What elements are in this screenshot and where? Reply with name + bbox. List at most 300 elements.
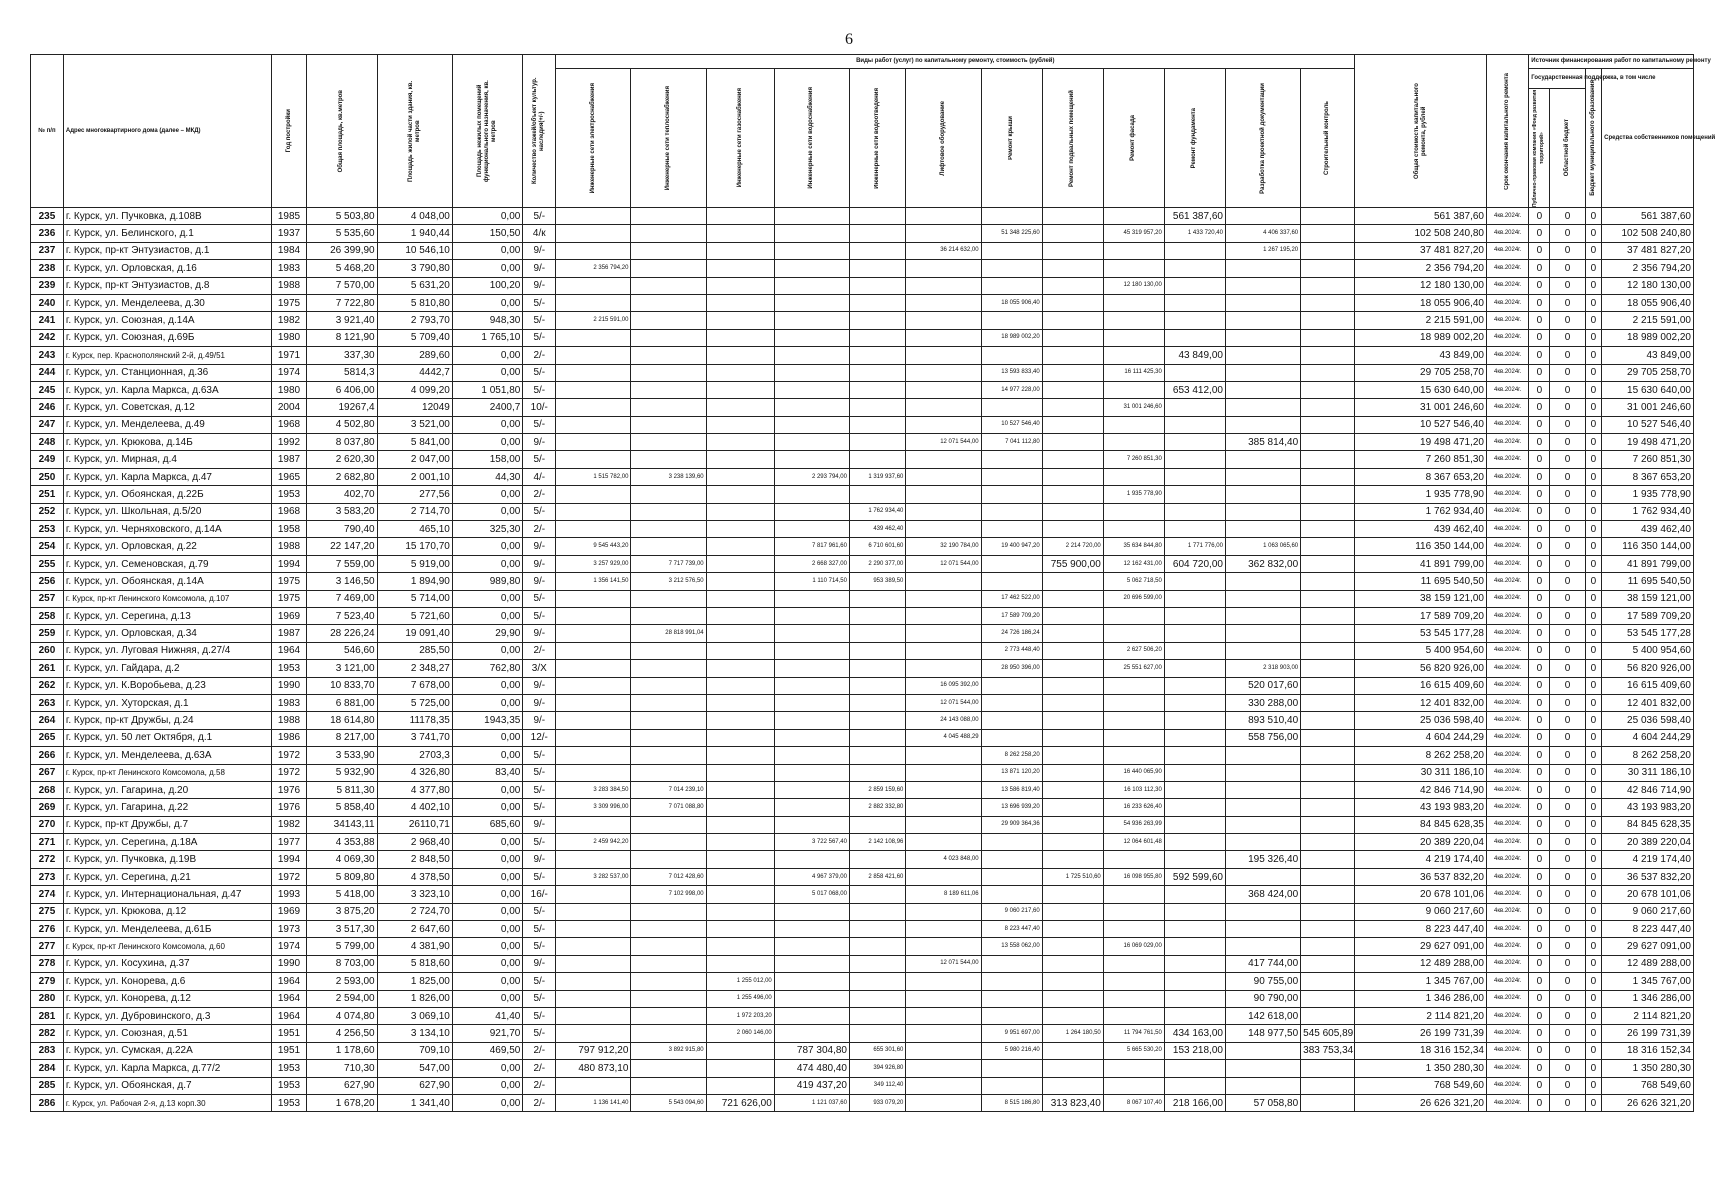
deadline-cell: 4кв.2024г. bbox=[1487, 677, 1529, 694]
work-cost-cell: 2 215 591,00 bbox=[556, 312, 631, 329]
nonres-area-cell: 150,50 bbox=[452, 225, 523, 242]
work-cost-cell bbox=[906, 468, 981, 485]
nonres-area-cell: 948,30 bbox=[452, 312, 523, 329]
work-cost-cell: 11 794 761,50 bbox=[1103, 1025, 1164, 1042]
deadline-cell: 4кв.2024г. bbox=[1487, 903, 1529, 920]
municipal-cell: 0 bbox=[1585, 625, 1601, 642]
fund-cell: 0 bbox=[1529, 503, 1550, 520]
fund-cell: 0 bbox=[1529, 903, 1550, 920]
total-area-cell: 19267,4 bbox=[307, 399, 378, 416]
work-cost-cell: 349 112,40 bbox=[849, 1077, 905, 1094]
work-cost-cell bbox=[1042, 312, 1103, 329]
work-cost-cell: 90 755,00 bbox=[1225, 973, 1300, 990]
work-cost-cell bbox=[1164, 694, 1225, 711]
municipal-cell: 0 bbox=[1585, 607, 1601, 624]
work-cost-cell bbox=[906, 225, 981, 242]
work-cost-cell bbox=[556, 486, 631, 503]
work-cost-cell bbox=[556, 329, 631, 346]
year-cell: 1990 bbox=[271, 955, 306, 972]
work-cost-cell bbox=[981, 277, 1042, 294]
nonres-area-cell: 0,00 bbox=[452, 486, 523, 503]
work-cost-cell bbox=[706, 225, 774, 242]
year-cell: 1969 bbox=[271, 903, 306, 920]
header-fund: Публично-правовая компания «Фонд развития территорий» bbox=[1532, 89, 1546, 207]
row-number: 247 bbox=[31, 416, 64, 433]
work-cost-cell bbox=[774, 921, 849, 938]
table-row bbox=[31, 1060, 1694, 1077]
work-cost-cell bbox=[706, 799, 774, 816]
work-cost-cell bbox=[706, 434, 774, 451]
municipal-cell: 0 bbox=[1585, 451, 1601, 468]
address-cell: г. Курск, ул. Гайдара, д.2 bbox=[63, 660, 271, 677]
fund-cell: 0 bbox=[1529, 886, 1550, 903]
row-number: 274 bbox=[31, 886, 64, 903]
deadline-cell: 4кв.2024г. bbox=[1487, 973, 1529, 990]
address-cell: г. Курск, ул. Пучковка, д.108В bbox=[63, 208, 271, 225]
regional-cell: 0 bbox=[1550, 729, 1585, 746]
municipal-cell: 0 bbox=[1585, 1025, 1601, 1042]
work-cost-cell bbox=[1103, 381, 1164, 398]
living-area-cell: 1 341,40 bbox=[377, 1094, 452, 1111]
work-cost-cell bbox=[1301, 294, 1355, 311]
work-cost-cell bbox=[1042, 294, 1103, 311]
total-cost-cell: 8 367 653,20 bbox=[1355, 468, 1487, 485]
deadline-cell: 4кв.2024г. bbox=[1487, 294, 1529, 311]
work-cost-cell bbox=[906, 781, 981, 798]
total-cost-cell: 18 989 002,20 bbox=[1355, 329, 1487, 346]
work-cost-cell bbox=[631, 607, 706, 624]
work-cost-cell: 2 859 159,60 bbox=[849, 781, 905, 798]
work-cost-cell bbox=[1042, 834, 1103, 851]
deadline-cell: 4кв.2024г. bbox=[1487, 816, 1529, 833]
header-work-12: Строительный контроль bbox=[1324, 100, 1331, 175]
year-cell: 1975 bbox=[271, 294, 306, 311]
work-cost-cell bbox=[1042, 660, 1103, 677]
year-cell: 1980 bbox=[271, 381, 306, 398]
work-cost-cell: 31 001 246,60 bbox=[1103, 399, 1164, 416]
work-cost-cell bbox=[1164, 607, 1225, 624]
work-cost-cell bbox=[849, 694, 905, 711]
work-cost-cell: 1 762 934,40 bbox=[849, 503, 905, 520]
nonres-area-cell: 0,00 bbox=[452, 955, 523, 972]
total-area-cell: 3 146,50 bbox=[307, 573, 378, 590]
table-row bbox=[31, 903, 1694, 920]
nonres-area-cell: 1 765,10 bbox=[452, 329, 523, 346]
address-cell: г. Курск, ул. Карла Маркса, д.77/2 bbox=[63, 1060, 271, 1077]
work-cost-cell bbox=[1225, 347, 1300, 364]
work-cost-cell bbox=[906, 1025, 981, 1042]
floors-cell: 9/- bbox=[523, 677, 556, 694]
work-cost-cell bbox=[1301, 1094, 1355, 1111]
table-row bbox=[31, 886, 1694, 903]
total-cost-cell: 56 820 926,00 bbox=[1355, 660, 1487, 677]
living-area-cell: 2 968,40 bbox=[377, 834, 452, 851]
municipal-cell: 0 bbox=[1585, 434, 1601, 451]
work-cost-cell bbox=[706, 538, 774, 555]
nonres-area-cell: 0,00 bbox=[452, 607, 523, 624]
fund-cell: 0 bbox=[1529, 834, 1550, 851]
work-cost-cell: 12 071 544,00 bbox=[906, 955, 981, 972]
work-cost-cell: 3 892 915,80 bbox=[631, 1042, 706, 1059]
work-cost-cell bbox=[706, 260, 774, 277]
work-cost-cell bbox=[631, 208, 706, 225]
nonres-area-cell: 83,40 bbox=[452, 764, 523, 781]
header-address: Адрес многоквартирного дома (далее – МКД) bbox=[63, 55, 271, 208]
nonres-area-cell: 0,00 bbox=[452, 364, 523, 381]
work-cost-cell bbox=[631, 660, 706, 677]
municipal-cell: 0 bbox=[1585, 799, 1601, 816]
work-cost-cell bbox=[774, 799, 849, 816]
work-cost-cell bbox=[906, 1060, 981, 1077]
deadline-cell: 4кв.2024г. bbox=[1487, 503, 1529, 520]
work-cost-cell bbox=[1301, 225, 1355, 242]
work-cost-cell bbox=[1225, 590, 1300, 607]
owners-funds-cell: 10 527 546,40 bbox=[1602, 416, 1694, 433]
nonres-area-cell: 41,40 bbox=[452, 1007, 523, 1024]
work-cost-cell bbox=[774, 990, 849, 1007]
work-cost-cell bbox=[706, 781, 774, 798]
work-cost-cell bbox=[1301, 990, 1355, 1007]
row-number: 266 bbox=[31, 747, 64, 764]
municipal-cell: 0 bbox=[1585, 764, 1601, 781]
work-cost-cell: 1 433 720,40 bbox=[1164, 225, 1225, 242]
work-cost-cell bbox=[906, 642, 981, 659]
work-cost-cell bbox=[556, 225, 631, 242]
work-cost-cell bbox=[1103, 1077, 1164, 1094]
regional-cell: 0 bbox=[1550, 434, 1585, 451]
work-cost-cell bbox=[556, 1077, 631, 1094]
address-cell: г. Курск, ул. Интернациональная, д.47 bbox=[63, 886, 271, 903]
work-cost-cell bbox=[906, 990, 981, 1007]
work-cost-cell bbox=[706, 660, 774, 677]
work-cost-cell bbox=[774, 694, 849, 711]
work-cost-cell bbox=[849, 225, 905, 242]
total-area-cell: 5814,3 bbox=[307, 364, 378, 381]
work-cost-cell: 24 726 186,24 bbox=[981, 625, 1042, 642]
row-number: 241 bbox=[31, 312, 64, 329]
floors-cell: 5/- bbox=[523, 990, 556, 1007]
work-cost-cell bbox=[774, 277, 849, 294]
work-cost-cell bbox=[631, 973, 706, 990]
work-cost-cell bbox=[706, 329, 774, 346]
header-work-3: Инженерные сети газоснабжения bbox=[736, 88, 743, 188]
work-cost-cell bbox=[1225, 781, 1300, 798]
work-cost-cell: 1 771 776,00 bbox=[1164, 538, 1225, 555]
total-cost-cell: 26 626 321,20 bbox=[1355, 1094, 1487, 1111]
row-number: 256 bbox=[31, 573, 64, 590]
table-row bbox=[31, 364, 1694, 381]
table-row bbox=[31, 781, 1694, 798]
work-cost-cell: 480 873,10 bbox=[556, 1060, 631, 1077]
living-area-cell: 3 741,70 bbox=[377, 729, 452, 746]
work-cost-cell bbox=[849, 938, 905, 955]
address-cell: г. Курск, ул. Пучковка, д.19В bbox=[63, 851, 271, 868]
work-cost-cell bbox=[1225, 416, 1300, 433]
work-cost-cell bbox=[1301, 521, 1355, 538]
nonres-area-cell: 0,00 bbox=[452, 1060, 523, 1077]
table-row bbox=[31, 921, 1694, 938]
fund-cell: 0 bbox=[1529, 521, 1550, 538]
deadline-cell: 4кв.2024г. bbox=[1487, 729, 1529, 746]
nonres-area-cell: 0,00 bbox=[452, 851, 523, 868]
work-cost-cell bbox=[849, 921, 905, 938]
owners-funds-cell: 1 762 934,40 bbox=[1602, 503, 1694, 520]
work-cost-cell bbox=[1164, 294, 1225, 311]
work-cost-cell: 439 462,40 bbox=[849, 521, 905, 538]
total-area-cell: 5 811,30 bbox=[307, 781, 378, 798]
work-cost-cell bbox=[774, 242, 849, 259]
work-cost-cell bbox=[981, 868, 1042, 885]
work-cost-cell bbox=[1103, 260, 1164, 277]
work-cost-cell bbox=[849, 677, 905, 694]
regional-cell: 0 bbox=[1550, 625, 1585, 642]
floors-cell: 9/- bbox=[523, 260, 556, 277]
work-cost-cell bbox=[631, 381, 706, 398]
work-cost-cell bbox=[1164, 973, 1225, 990]
work-cost-cell bbox=[774, 660, 849, 677]
fund-cell: 0 bbox=[1529, 712, 1550, 729]
total-area-cell: 3 875,20 bbox=[307, 903, 378, 920]
fund-cell: 0 bbox=[1529, 973, 1550, 990]
fund-cell: 0 bbox=[1529, 538, 1550, 555]
regional-cell: 0 bbox=[1550, 486, 1585, 503]
work-cost-cell bbox=[1103, 294, 1164, 311]
deadline-cell: 4кв.2024г. bbox=[1487, 921, 1529, 938]
year-cell: 1951 bbox=[271, 1025, 306, 1042]
work-cost-cell bbox=[906, 503, 981, 520]
work-cost-cell: 419 437,20 bbox=[774, 1077, 849, 1094]
row-number: 285 bbox=[31, 1077, 64, 1094]
regional-cell: 0 bbox=[1550, 642, 1585, 659]
work-cost-cell bbox=[556, 364, 631, 381]
table-row bbox=[31, 607, 1694, 624]
work-cost-cell bbox=[631, 364, 706, 381]
work-cost-cell bbox=[631, 764, 706, 781]
table-row bbox=[31, 468, 1694, 485]
header-work-6: Лифтовое оборудование bbox=[939, 100, 946, 176]
address-cell: г. Курск, пр-кт Дружбы, д.24 bbox=[63, 712, 271, 729]
municipal-cell: 0 bbox=[1585, 921, 1601, 938]
work-cost-cell bbox=[849, 712, 905, 729]
work-cost-cell bbox=[849, 486, 905, 503]
work-cost-cell bbox=[1164, 903, 1225, 920]
work-cost-cell bbox=[1042, 816, 1103, 833]
work-cost-cell bbox=[556, 434, 631, 451]
work-cost-cell bbox=[1301, 607, 1355, 624]
work-cost-cell bbox=[849, 990, 905, 1007]
total-area-cell: 4 502,80 bbox=[307, 416, 378, 433]
work-cost-cell bbox=[774, 451, 849, 468]
total-area-cell: 7 570,00 bbox=[307, 277, 378, 294]
work-cost-cell bbox=[1042, 903, 1103, 920]
work-cost-cell: 7 817 961,60 bbox=[774, 538, 849, 555]
owners-funds-cell: 20 678 101,06 bbox=[1602, 886, 1694, 903]
work-cost-cell bbox=[706, 294, 774, 311]
work-cost-cell: 8 067 107,40 bbox=[1103, 1094, 1164, 1111]
work-cost-cell bbox=[1164, 955, 1225, 972]
work-cost-cell: 558 756,00 bbox=[1225, 729, 1300, 746]
work-cost-cell bbox=[906, 799, 981, 816]
work-cost-cell bbox=[774, 416, 849, 433]
work-cost-cell bbox=[1103, 607, 1164, 624]
work-cost-cell bbox=[631, 1077, 706, 1094]
work-cost-cell bbox=[706, 590, 774, 607]
fund-cell: 0 bbox=[1529, 799, 1550, 816]
floors-cell: 9/- bbox=[523, 694, 556, 711]
work-cost-cell: 13 593 833,40 bbox=[981, 364, 1042, 381]
living-area-cell: 5 818,60 bbox=[377, 955, 452, 972]
work-cost-cell bbox=[1225, 903, 1300, 920]
fund-cell: 0 bbox=[1529, 990, 1550, 1007]
work-cost-cell bbox=[849, 416, 905, 433]
work-cost-cell bbox=[1164, 764, 1225, 781]
municipal-cell: 0 bbox=[1585, 503, 1601, 520]
work-cost-cell: 218 166,00 bbox=[1164, 1094, 1225, 1111]
municipal-cell: 0 bbox=[1585, 573, 1601, 590]
work-cost-cell bbox=[1301, 973, 1355, 990]
owners-funds-cell: 2 215 591,00 bbox=[1602, 312, 1694, 329]
fund-cell: 0 bbox=[1529, 1060, 1550, 1077]
work-cost-cell: 12 064 601,48 bbox=[1103, 834, 1164, 851]
address-cell: г. Курск, ул. Крюкова, д.14Б bbox=[63, 434, 271, 451]
total-cost-cell: 84 845 628,35 bbox=[1355, 816, 1487, 833]
year-cell: 1953 bbox=[271, 486, 306, 503]
municipal-cell: 0 bbox=[1585, 712, 1601, 729]
municipal-cell: 0 bbox=[1585, 521, 1601, 538]
work-cost-cell bbox=[1301, 312, 1355, 329]
work-cost-cell: 1 121 037,60 bbox=[774, 1094, 849, 1111]
fund-cell: 0 bbox=[1529, 208, 1550, 225]
total-area-cell: 6 881,00 bbox=[307, 694, 378, 711]
total-area-cell: 4 069,30 bbox=[307, 851, 378, 868]
total-cost-cell: 102 508 240,80 bbox=[1355, 225, 1487, 242]
work-cost-cell bbox=[1225, 799, 1300, 816]
work-cost-cell bbox=[1103, 347, 1164, 364]
work-cost-cell bbox=[1164, 486, 1225, 503]
work-cost-cell: 28 818 991,04 bbox=[631, 625, 706, 642]
work-cost-cell bbox=[631, 834, 706, 851]
row-number: 269 bbox=[31, 799, 64, 816]
work-cost-cell bbox=[1042, 1077, 1103, 1094]
work-cost-cell bbox=[981, 347, 1042, 364]
work-cost-cell bbox=[1042, 764, 1103, 781]
header-living-area: Площадь жилой части здания, кв. метров bbox=[407, 80, 421, 182]
fund-cell: 0 bbox=[1529, 486, 1550, 503]
total-cost-cell: 7 260 851,30 bbox=[1355, 451, 1487, 468]
work-cost-cell bbox=[906, 451, 981, 468]
work-cost-cell bbox=[849, 347, 905, 364]
floors-cell: 2/- bbox=[523, 1077, 556, 1094]
municipal-cell: 0 bbox=[1585, 381, 1601, 398]
table-row bbox=[31, 1042, 1694, 1059]
regional-cell: 0 bbox=[1550, 225, 1585, 242]
work-cost-cell bbox=[1103, 208, 1164, 225]
work-cost-cell bbox=[774, 1025, 849, 1042]
year-cell: 1988 bbox=[271, 277, 306, 294]
floors-cell: 4/к bbox=[523, 225, 556, 242]
work-cost-cell bbox=[849, 1007, 905, 1024]
nonres-area-cell: 2400,7 bbox=[452, 399, 523, 416]
work-cost-cell: 2 214 720,00 bbox=[1042, 538, 1103, 555]
living-area-cell: 5 919,00 bbox=[377, 555, 452, 572]
work-cost-cell: 5 665 530,20 bbox=[1103, 1042, 1164, 1059]
address-cell: г. Курск, ул. 50 лет Октября, д.1 bbox=[63, 729, 271, 746]
work-cost-cell bbox=[1225, 1042, 1300, 1059]
work-cost-cell bbox=[1301, 434, 1355, 451]
municipal-cell: 0 bbox=[1585, 990, 1601, 1007]
work-cost-cell bbox=[1164, 729, 1225, 746]
row-number: 254 bbox=[31, 538, 64, 555]
address-cell: г. Курск, ул. Советская, д.12 bbox=[63, 399, 271, 416]
work-cost-cell bbox=[774, 590, 849, 607]
work-cost-cell bbox=[1301, 538, 1355, 555]
header-deadline: Срок окончания капитального ремонта bbox=[1504, 72, 1511, 190]
owners-funds-cell: 15 630 640,00 bbox=[1602, 381, 1694, 398]
fund-cell: 0 bbox=[1529, 1025, 1550, 1042]
owners-funds-cell: 36 537 832,20 bbox=[1602, 868, 1694, 885]
work-cost-cell bbox=[1301, 416, 1355, 433]
work-cost-cell bbox=[1042, 364, 1103, 381]
municipal-cell: 0 bbox=[1585, 260, 1601, 277]
work-cost-cell bbox=[1042, 990, 1103, 1007]
table-row bbox=[31, 1007, 1694, 1024]
total-cost-cell: 2 215 591,00 bbox=[1355, 312, 1487, 329]
owners-funds-cell: 102 508 240,80 bbox=[1602, 225, 1694, 242]
work-cost-cell: 1 063 065,60 bbox=[1225, 538, 1300, 555]
work-cost-cell bbox=[981, 260, 1042, 277]
work-cost-cell: 545 605,89 bbox=[1301, 1025, 1355, 1042]
year-cell: 1964 bbox=[271, 990, 306, 1007]
work-cost-cell bbox=[906, 277, 981, 294]
living-area-cell: 547,00 bbox=[377, 1060, 452, 1077]
work-cost-cell bbox=[1301, 1077, 1355, 1094]
row-number: 281 bbox=[31, 1007, 64, 1024]
work-cost-cell bbox=[981, 729, 1042, 746]
work-cost-cell bbox=[556, 660, 631, 677]
work-cost-cell bbox=[706, 347, 774, 364]
work-cost-cell bbox=[906, 625, 981, 642]
total-cost-cell: 18 055 906,40 bbox=[1355, 294, 1487, 311]
total-area-cell: 1 178,60 bbox=[307, 1042, 378, 1059]
total-area-cell: 10 833,70 bbox=[307, 677, 378, 694]
work-cost-cell bbox=[774, 434, 849, 451]
living-area-cell: 4 048,00 bbox=[377, 208, 452, 225]
living-area-cell: 15 170,70 bbox=[377, 538, 452, 555]
work-cost-cell bbox=[1042, 1007, 1103, 1024]
total-area-cell: 8 121,90 bbox=[307, 329, 378, 346]
work-cost-cell bbox=[631, 242, 706, 259]
work-cost-cell bbox=[774, 312, 849, 329]
work-cost-cell bbox=[556, 990, 631, 1007]
work-cost-cell bbox=[631, 903, 706, 920]
work-cost-cell: 12 162 431,00 bbox=[1103, 555, 1164, 572]
row-number: 282 bbox=[31, 1025, 64, 1042]
work-cost-cell bbox=[1225, 468, 1300, 485]
owners-funds-cell: 29 705 258,70 bbox=[1602, 364, 1694, 381]
work-cost-cell bbox=[1301, 747, 1355, 764]
regional-cell: 0 bbox=[1550, 868, 1585, 885]
living-area-cell: 2703,3 bbox=[377, 747, 452, 764]
work-cost-cell: 2 290 377,00 bbox=[849, 555, 905, 572]
work-cost-cell: 4 967 379,00 bbox=[774, 868, 849, 885]
work-cost-cell bbox=[631, 521, 706, 538]
owners-funds-cell: 9 060 217,60 bbox=[1602, 903, 1694, 920]
address-cell: г. Курск, ул. Обоянская, д.7 bbox=[63, 1077, 271, 1094]
floors-cell: 5/- bbox=[523, 973, 556, 990]
living-area-cell: 3 323,10 bbox=[377, 886, 452, 903]
work-cost-cell bbox=[849, 607, 905, 624]
work-cost-cell bbox=[849, 955, 905, 972]
